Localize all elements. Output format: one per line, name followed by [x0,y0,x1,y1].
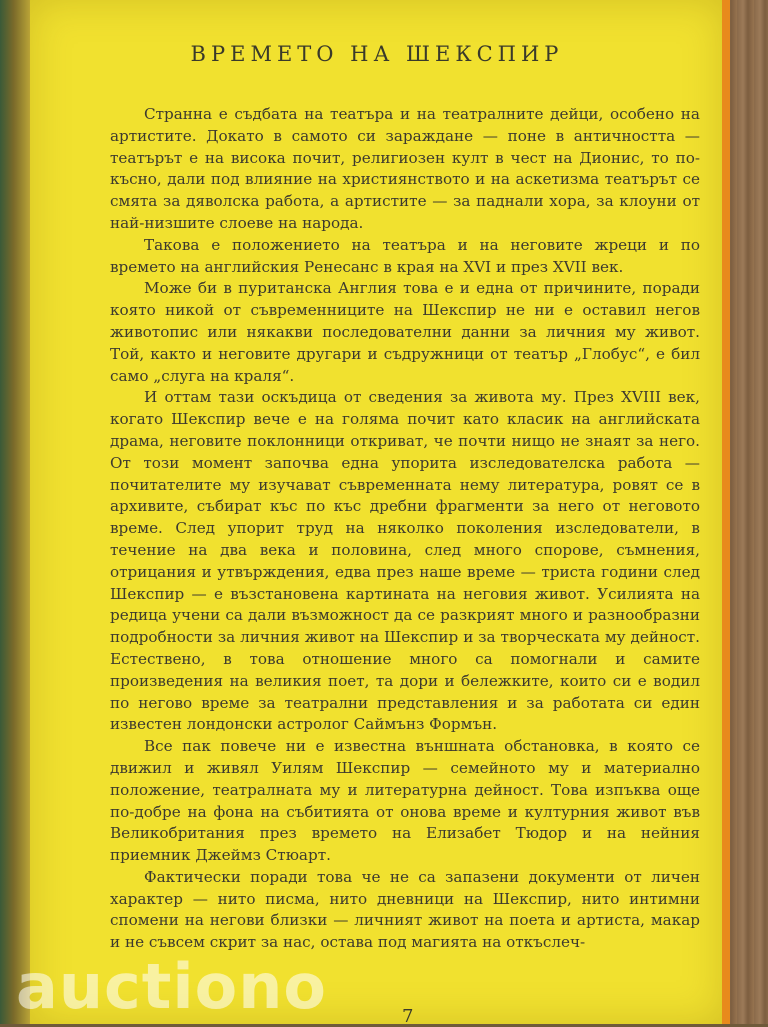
page-edge [722,0,730,1024]
paragraph-5: Все пак повече ни е известна външната обстановка, в която се движил и живял Уилям Шекспир — семейното му и материално положение, театралната му и литературна дейност. Това изпъква още по-добре на фона на събитията от онова време и културния живот във Великобритания през времето на Елизабет Тюдор и на нейния приемник Джеймз Стюарт. [110,737,700,865]
page-number: 7 [402,1006,414,1027]
paragraph-4: И оттам тази оскъдица от сведения за живота му. През XVIII век, когато Шекспир вече е на голяма почит като класик на английската драма, неговите поклонници откриват, че почти нищо не знаят за него. От този момент започва една упорита изследователска работа — почитателите му изучават съвременната нему литература, ровят се в архивите, събират къс по къс дребни фрагменти за него от неговото време. След упорит труд на няколко поколения изследователи, в течение на два века и половина, след много спорове, съмнения, отрицания и утвърждения, едва през наше време — триста години след Шекспир — е възстановена картината на неговия живот. Усилията на редица учени са дали възможност да се разкрият много и разнообразни подробности за личния живот на Шекспир и за творческата му дейност. Естествено, в това отношение много са помогнали и самите произведения на великия поет, та дори и бележките, които си е водил по негово време за театрални представления и за работата си един известен лондонски астролог Саймънз Формън. [110,388,700,734]
book-spine [0,0,34,1024]
body-text [110,104,700,954]
paragraph-2: Такова е положението на театъра и на неговите жреци и по времето на английския Ренесанс в края на XVI и през XVII век. [110,235,700,276]
paragraph-6: Фактически поради това че не са запазени документи от личен характер — нито писма, нито дневници на Шекспир, нито интимни спомени на негови близки — личният живот на поета и артиста, макар и не съвсем скрит за нас, остава под магията на откъслеч- [110,867,700,952]
book-page [30,0,724,1027]
watermark-logo: auctiono [16,950,327,1023]
paragraph-3: Може би в пуританска Англия това е и една от причините, поради която никой от съвременниците на Шекспир не ни е оставил негов животопис или някакви последователни данни за личния му живот. Той, както и неговите другари и съдружници от театър „Глобус“, е бил само „слуга на краля“. [110,279,700,385]
paragraph-1: Странна е съдбата на театъра и на театралните дейци, особено на артистите. Докато в самото си зараждане — поне в античността — театърът е на висока почит, религиозен култ в чест на Дионис, то по-късно, дали под влияние на християнството и на аскетизма театърът се смята за дяволска работа, а артистите — за паднали хора, за клоуни от най-низшите слоеве на народа. [110,105,700,232]
page-title: ВРЕМЕТО НА ШЕКСПИР [190,42,564,66]
